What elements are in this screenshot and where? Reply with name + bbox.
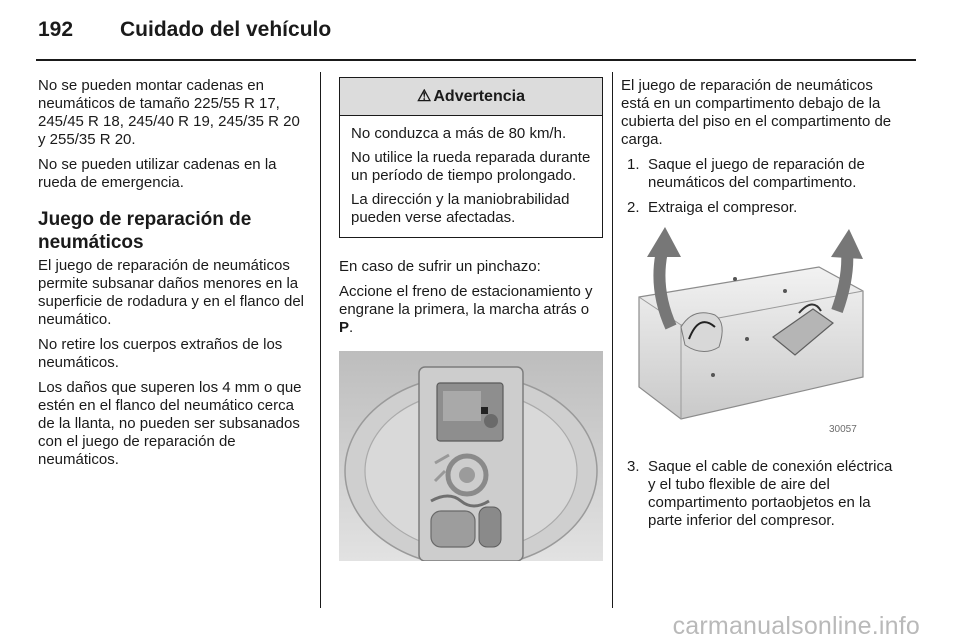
column-3 — [621, 77, 903, 537]
paragraph-chains-sizes: No se pueden montar cadenas en neumáticos de tamaño 225/55 R 17, 245/45 R 18, 245/40 R 19, 245/35 R 20 y 255/35 R 20. — [38, 77, 300, 148]
paragraph-kit-purpose: El juego de reparación de neumáticos permite subsanar daños menores en la superficie de rodadura y en el flanco del neumático. — [38, 257, 305, 328]
page-title: Cuidado del vehículo — [120, 18, 332, 41]
column-divider-2 — [612, 72, 613, 608]
warning-triangle-icon: ⚠ — [417, 88, 432, 105]
warning-title: Advertencia — [433, 88, 525, 105]
gear-p-label: P — [339, 319, 350, 336]
paragraph-chains-spare: No se pueden utilizar cadenas en la rueda de emergencia. — [38, 156, 277, 191]
paragraph-puncture: En caso de sufrir un pinchazo: — [339, 258, 541, 275]
column-divider-1 — [320, 72, 321, 608]
column-1 — [38, 77, 308, 476]
watermark-link[interactable]: carmanualsonline.info — [672, 612, 920, 640]
section-heading: Juego de reparación de neumáticos — [38, 209, 252, 253]
page-number: 192 — [38, 18, 74, 41]
paragraph-parking-brake: Accione el freno de estacionamiento y engrane la primera, la marcha atrás o P. — [339, 283, 593, 336]
steps-list — [621, 156, 903, 217]
compressor-removal-illustration — [623, 227, 871, 442]
trunk-compartment-illustration — [339, 351, 603, 561]
paragraph-kit-location: El juego de reparación de neumáticos está en un compartimento debajo de la cubierta del piso en el compartimento de carga. — [621, 77, 892, 148]
paragraph-damage-limits: Los daños que superen los 4 mm o que estén en el flanco del neumático cerca de la llanta, no pueden ser subsanados con el juego de reparación de neumáticos. — [38, 379, 302, 468]
page-header — [38, 18, 331, 42]
list-item: 2. Extraiga el compresor. — [627, 199, 798, 216]
figure-code: 30057 — [829, 424, 857, 435]
warning-box — [339, 77, 603, 238]
paragraph-foreign-bodies: No retire los cuerpos extraños de los neumáticos. — [38, 336, 283, 371]
list-item: 1. Saque el juego de reparación de neumáticos del compartimento. — [627, 156, 865, 191]
warning-line: No conduzca a más de 80 km/h. — [351, 125, 567, 142]
column-2 — [339, 77, 603, 561]
header-rule — [36, 59, 916, 61]
warning-line: La dirección y la maniobrabilidad pueden verse afectadas. — [351, 191, 570, 226]
steps-list-continued — [621, 458, 903, 530]
warning-line: No utilice la rueda reparada durante un período de tiempo prolongado. — [351, 149, 591, 184]
list-item: 3. Saque el cable de conexión eléctrica y el tubo flexible de aire del compartimento portaobjetos en la parte inferior del compresor. — [627, 458, 893, 529]
warning-header — [340, 78, 602, 116]
warning-body — [340, 116, 602, 237]
